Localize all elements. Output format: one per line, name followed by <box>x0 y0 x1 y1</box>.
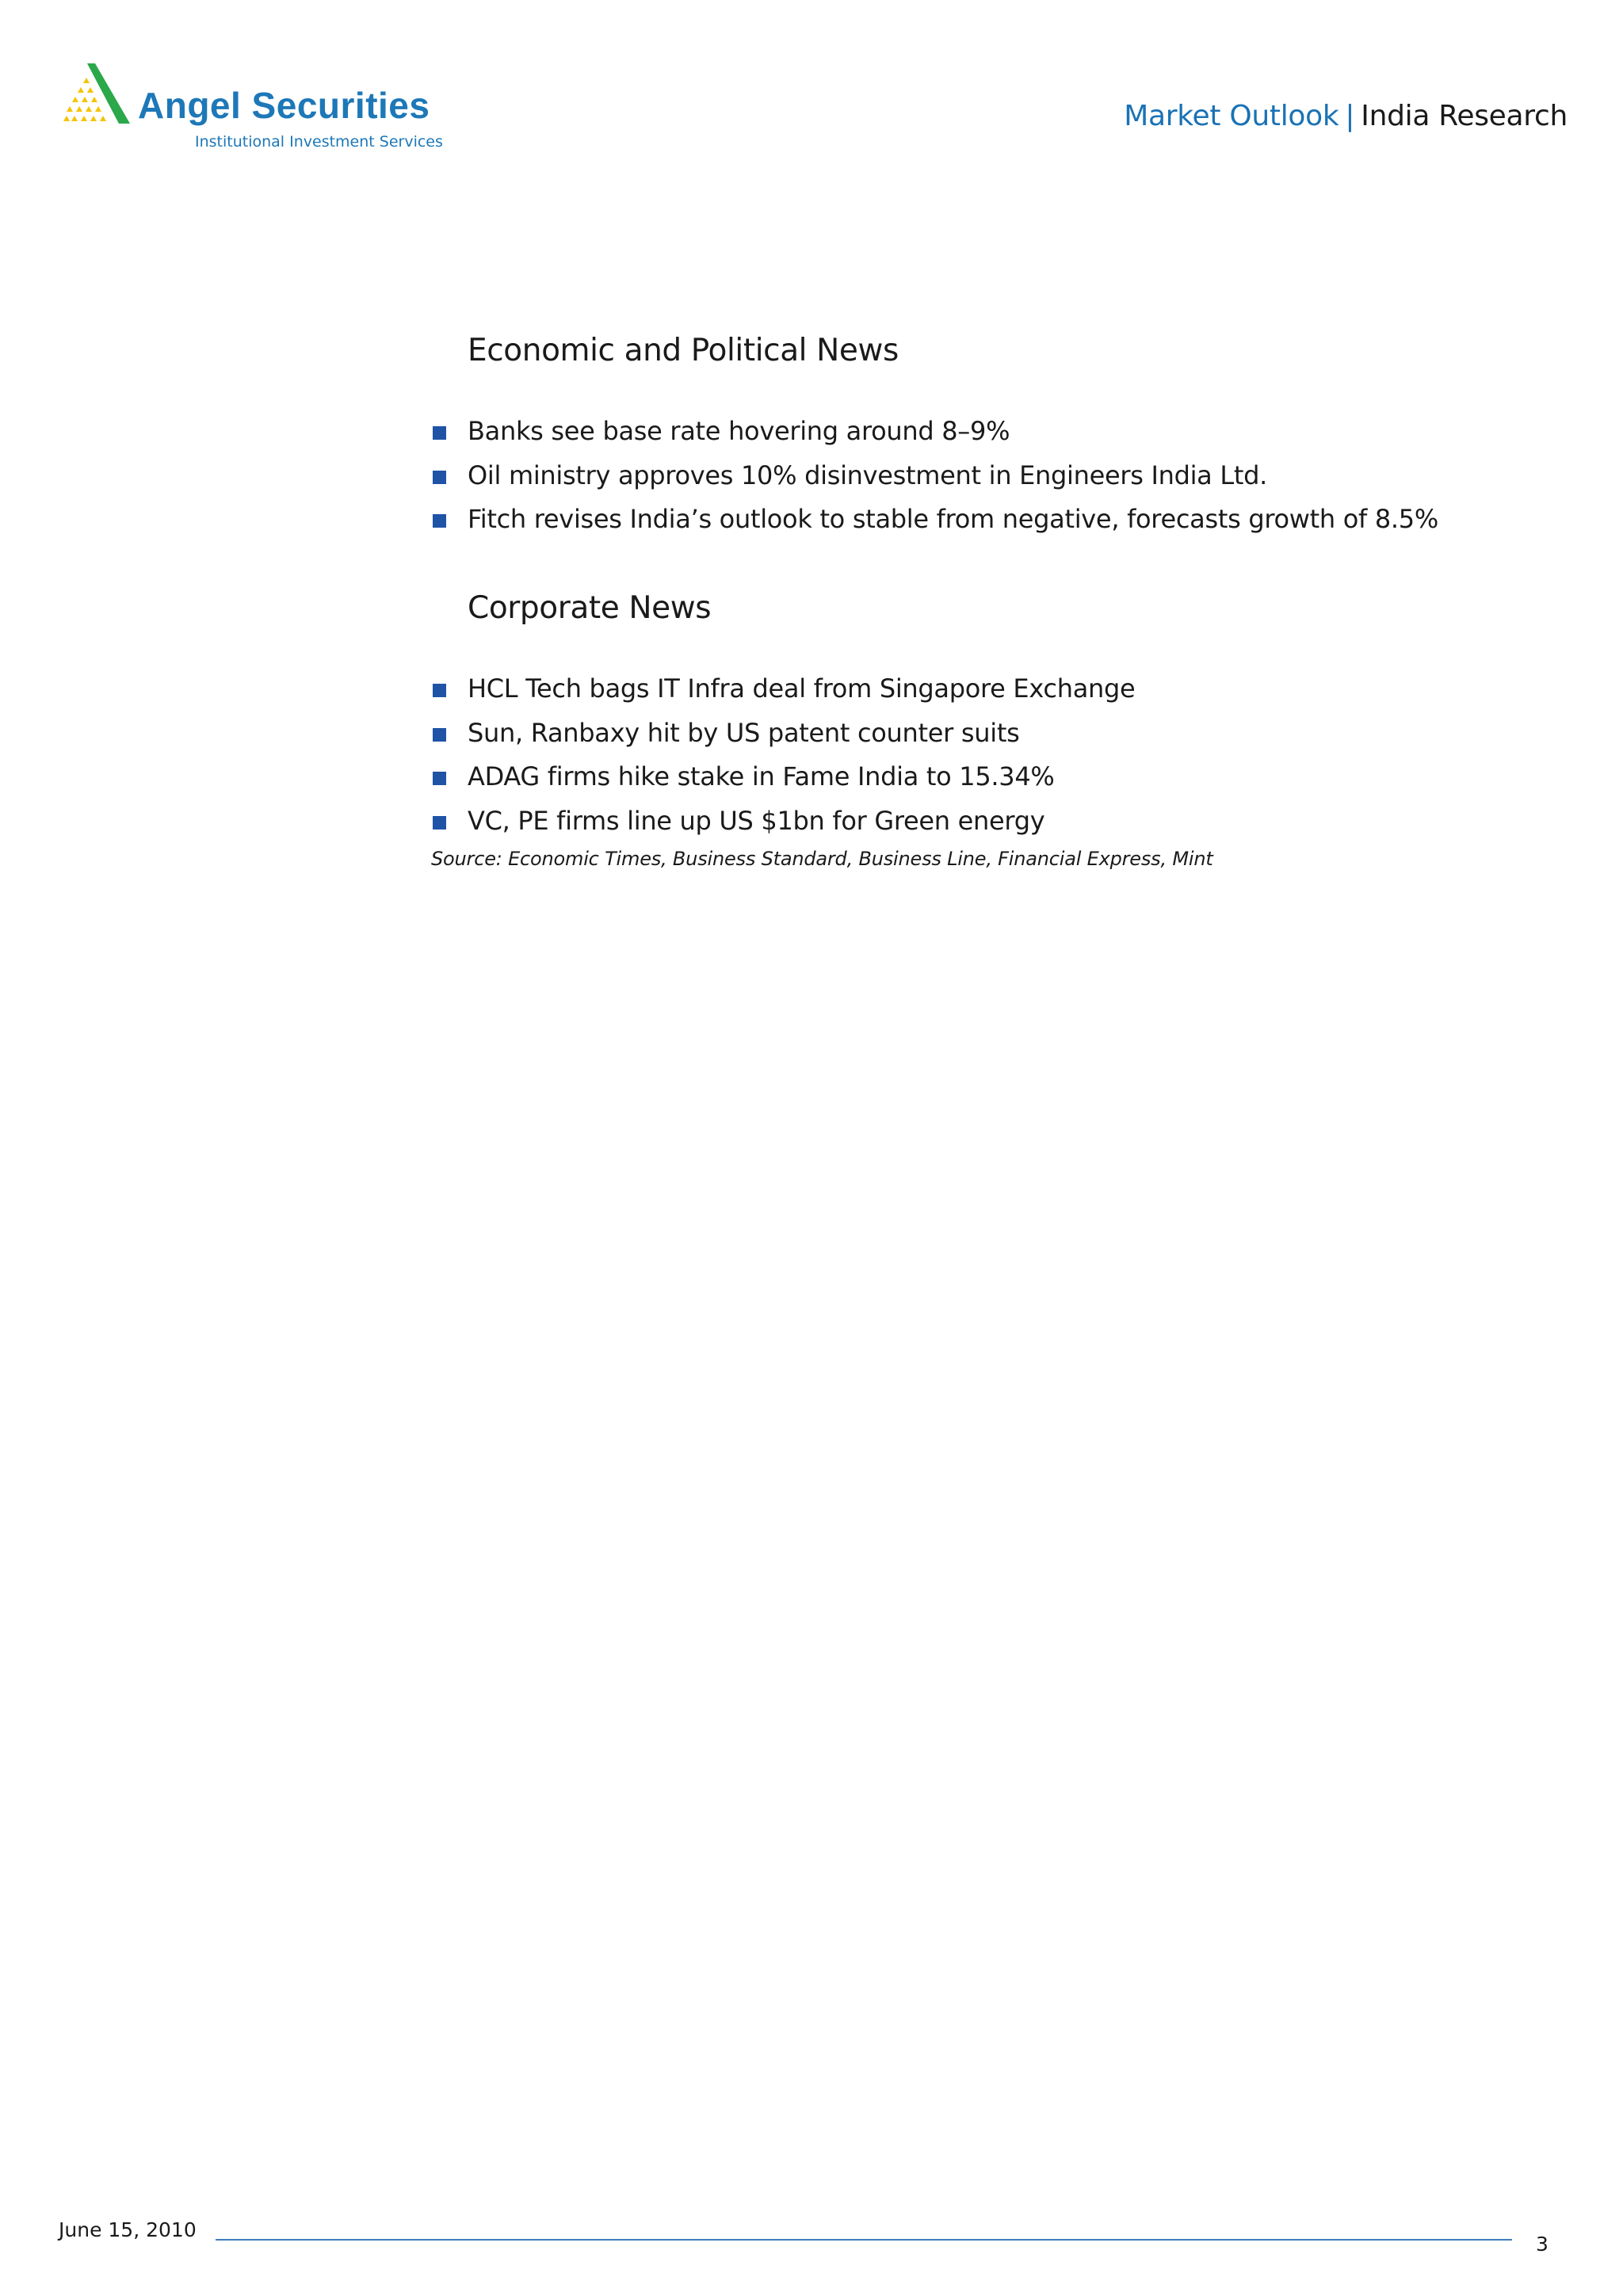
square-bullet-icon <box>433 772 446 785</box>
footer-divider <box>216 2239 1512 2241</box>
section-title-economic-political: Economic and Political News <box>468 333 899 368</box>
news-item-text: Oil ministry approves 10% disinvestment in Engineers India Ltd. <box>468 460 1268 490</box>
news-item-text: VC, PE firms line up US $1bn for Green energy <box>468 805 1045 836</box>
company-logo <box>63 60 475 155</box>
square-bullet-icon <box>433 426 446 440</box>
report-type: Market Outlook <box>1124 100 1339 132</box>
square-bullet-icon <box>433 728 446 742</box>
news-item-text: ADAG firms hike stake in Fame India to 15.34% <box>468 761 1055 791</box>
source-note: Source: Economic Times, Business Standard, Business Line, Financial Express, Mint <box>431 848 1213 870</box>
header-separator: | <box>1345 100 1355 132</box>
news-item-text: Sun, Ranbaxy hit by US patent counter suits <box>468 717 1020 748</box>
footer-date: June 15, 2010 <box>59 2218 197 2241</box>
square-bullet-icon <box>433 471 446 484</box>
news-item-text: Fitch revises India’s outlook to stable from negative, forecasts growth of 8.5% <box>468 504 1438 534</box>
news-item-text: HCL Tech bags IT Infra deal from Singapore Exchange <box>468 673 1136 704</box>
angel-logo-icon <box>63 63 130 124</box>
header-region: India <box>1361 100 1430 132</box>
report-header <box>1124 100 1568 132</box>
square-bullet-icon <box>433 514 446 528</box>
news-item-text: Banks see base rate hovering around 8–9% <box>468 416 1010 446</box>
logo-tagline: Institutional Investment Services <box>195 133 443 151</box>
square-bullet-icon <box>433 816 446 830</box>
header-category: Research <box>1438 100 1568 132</box>
page-number: 3 <box>1536 2233 1549 2256</box>
section-title-corporate: Corporate News <box>468 590 712 626</box>
square-bullet-icon <box>433 684 446 697</box>
logo-company-name: Angel Securities <box>138 85 430 126</box>
